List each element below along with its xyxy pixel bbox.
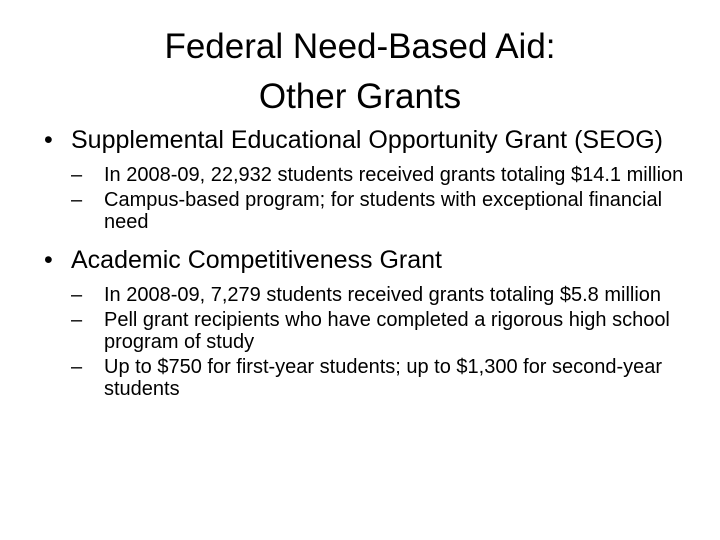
dash-bullet: – [71, 309, 83, 331]
slide-title [0, 22, 720, 122]
dash-bullet: – [71, 189, 83, 211]
dash-bullet: – [71, 356, 83, 378]
bullet-acg-text: Academic Competitiveness Grant [71, 246, 442, 274]
bullet-dot: • [44, 126, 53, 154]
title-line-1: Federal Need-Based Aid: [164, 27, 556, 66]
sub-bullet-seog-program [44, 189, 704, 233]
dash-bullet: – [71, 164, 83, 186]
sub-bullet-acg-eligibility [44, 309, 704, 353]
sub-bullet-acg-recipients [44, 284, 704, 306]
title-line-2: Other Grants [258, 77, 462, 116]
bullet-dot: • [44, 246, 53, 274]
bullet-acg [44, 247, 704, 274]
sub-bullet-acg-amounts [44, 356, 704, 400]
sub-bullet-text: In 2008-09, 22,932 students received grants totaling $14.1 million [104, 164, 684, 186]
slide-body [44, 127, 704, 403]
sub-bullet-text: Pell grant recipients who have completed a rigorous high school program of study [104, 309, 670, 353]
sub-bullet-seog-recipients [44, 164, 704, 186]
sub-bullet-text: Up to $750 for first-year students; up to $1,300 for second-year students [104, 356, 663, 400]
bullet-seog-text: Supplemental Educational Opportunity Grant (SEOG) [71, 126, 663, 154]
sub-bullet-text: Campus-based program; for students with exceptional financial need [104, 189, 663, 233]
bullet-seog [44, 127, 704, 154]
dash-bullet: – [71, 284, 83, 306]
sub-bullet-text: In 2008-09, 7,279 students received grants totaling $5.8 million [104, 284, 662, 306]
